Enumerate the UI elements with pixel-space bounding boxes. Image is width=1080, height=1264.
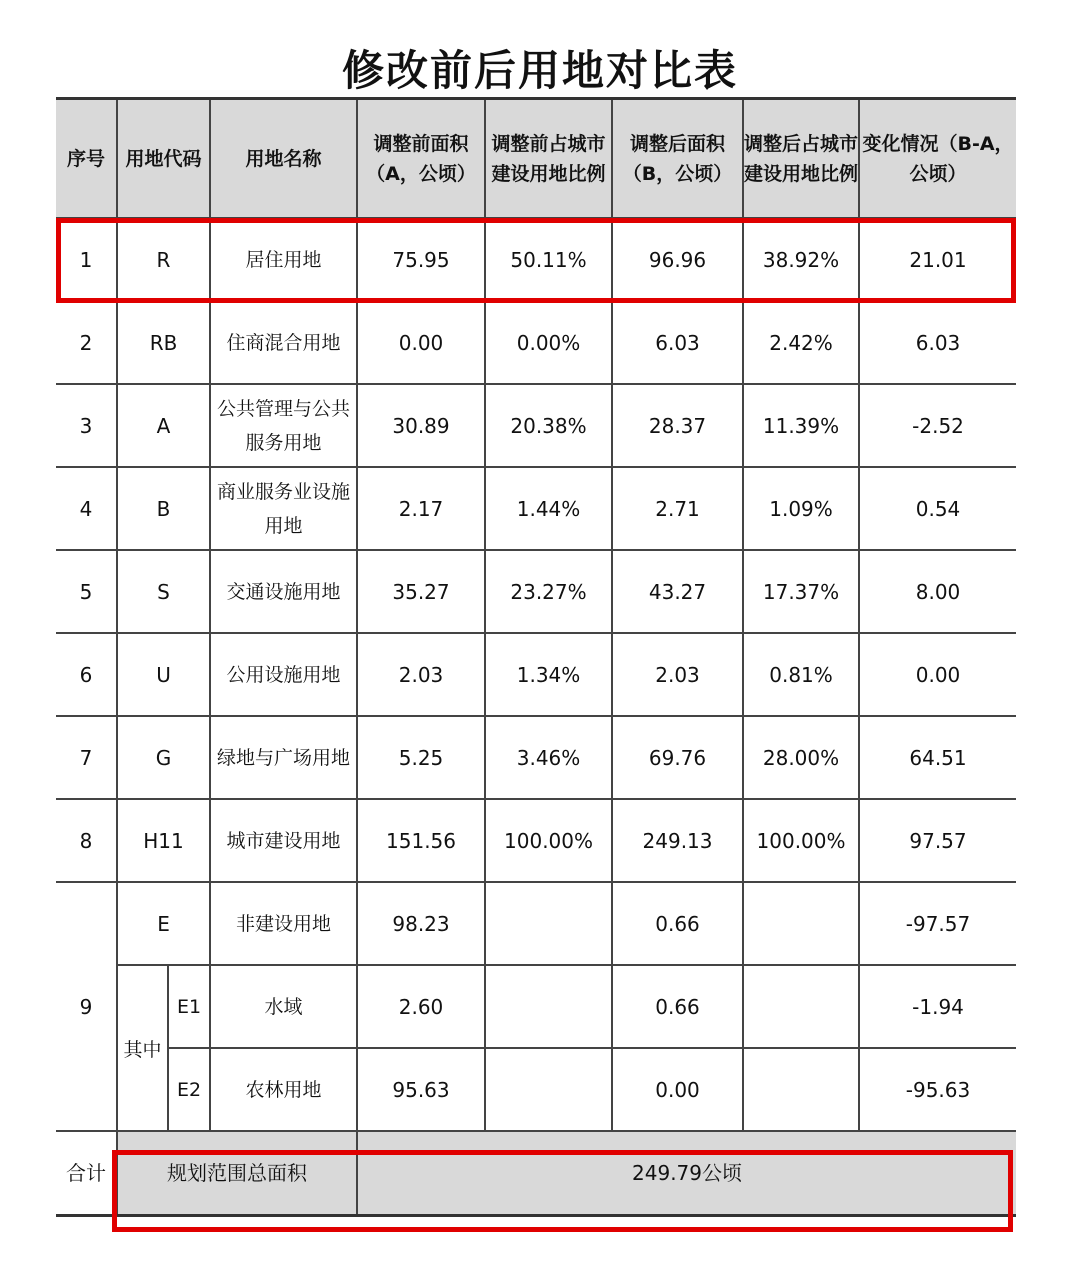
cell-ratio-before: 23.27% — [485, 550, 612, 633]
cell-change: -1.94 — [859, 965, 1016, 1048]
cell-sub-label: 其中 — [117, 965, 168, 1131]
cell-no: 2 — [56, 301, 117, 384]
cell-area-before: 95.63 — [357, 1048, 485, 1131]
cell-name: 水域 — [210, 965, 357, 1048]
cell-ratio-after: 11.39% — [743, 384, 859, 467]
cell-area-before: 98.23 — [357, 882, 485, 965]
cell-area-before: 75.95 — [357, 218, 485, 301]
total-description: 规划范围总面积 — [117, 1131, 357, 1216]
cell-name: 交通设施用地 — [210, 550, 357, 633]
cell-area-before: 35.27 — [357, 550, 485, 633]
cell-code: U — [117, 633, 210, 716]
cell-change: 0.00 — [859, 633, 1016, 716]
cell-code: B — [117, 467, 210, 550]
cell-ratio-after — [743, 882, 859, 965]
cell-ratio-after: 0.81% — [743, 633, 859, 716]
cell-ratio-before — [485, 1048, 612, 1131]
cell-name: 绿地与广场用地 — [210, 716, 357, 799]
cell-name: 非建设用地 — [210, 882, 357, 965]
cell-ratio-before — [485, 965, 612, 1048]
cell-code: G — [117, 716, 210, 799]
cell-area-after: 6.03 — [612, 301, 743, 384]
cell-area-after: 28.37 — [612, 384, 743, 467]
table-row — [56, 799, 1016, 882]
header-no: 序号 — [56, 99, 117, 219]
cell-no: 8 — [56, 799, 117, 882]
cell-name: 农林用地 — [210, 1048, 357, 1131]
cell-area-before: 151.56 — [357, 799, 485, 882]
cell-change: 6.03 — [859, 301, 1016, 384]
cell-no: 4 — [56, 467, 117, 550]
header-change: 变化情况（B-A，公顷） — [859, 99, 1016, 219]
header-row — [56, 99, 1016, 219]
cell-name: 公共管理与公共服务用地 — [210, 384, 357, 467]
cell-ratio-before: 0.00% — [485, 301, 612, 384]
cell-code: E1 — [168, 965, 210, 1048]
cell-area-after: 0.00 — [612, 1048, 743, 1131]
cell-no: 3 — [56, 384, 117, 467]
cell-area-after: 2.71 — [612, 467, 743, 550]
total-value: 249.79公顷 — [357, 1131, 1016, 1216]
cell-code: RB — [117, 301, 210, 384]
cell-area-after: 0.66 — [612, 882, 743, 965]
cell-name: 公用设施用地 — [210, 633, 357, 716]
cell-area-before: 0.00 — [357, 301, 485, 384]
cell-area-before: 2.17 — [357, 467, 485, 550]
table-row — [56, 882, 1016, 965]
cell-area-after: 0.66 — [612, 965, 743, 1048]
cell-no: 1 — [56, 218, 117, 301]
cell-change: 64.51 — [859, 716, 1016, 799]
cell-code: A — [117, 384, 210, 467]
table-row — [56, 550, 1016, 633]
table-row — [56, 384, 1016, 467]
table-row — [56, 301, 1016, 384]
cell-ratio-after: 28.00% — [743, 716, 859, 799]
cell-change: -97.57 — [859, 882, 1016, 965]
cell-name: 居住用地 — [210, 218, 357, 301]
total-label: 合计 — [56, 1131, 117, 1216]
cell-ratio-before: 1.34% — [485, 633, 612, 716]
cell-change: 21.01 — [859, 218, 1016, 301]
cell-name: 住商混合用地 — [210, 301, 357, 384]
cell-area-before: 5.25 — [357, 716, 485, 799]
header-name: 用地名称 — [210, 99, 357, 219]
cell-ratio-after — [743, 965, 859, 1048]
cell-code: S — [117, 550, 210, 633]
cell-change: 0.54 — [859, 467, 1016, 550]
cell-area-before: 30.89 — [357, 384, 485, 467]
cell-ratio-after — [743, 1048, 859, 1131]
cell-code: R — [117, 218, 210, 301]
cell-change: -2.52 — [859, 384, 1016, 467]
cell-change: -95.63 — [859, 1048, 1016, 1131]
cell-ratio-before: 100.00% — [485, 799, 612, 882]
cell-area-after: 96.96 — [612, 218, 743, 301]
table-title: 修改前后用地对比表 — [341, 46, 738, 95]
header-area-before: 调整前面积（A，公顷） — [357, 99, 485, 219]
cell-no: 9 — [56, 882, 117, 1131]
cell-code: E — [117, 882, 210, 965]
cell-name: 城市建设用地 — [210, 799, 357, 882]
cell-code: H11 — [117, 799, 210, 882]
header-ratio-after: 调整后占城市建设用地比例 — [743, 99, 859, 219]
cell-area-after: 69.76 — [612, 716, 743, 799]
table-row — [56, 218, 1016, 301]
cell-ratio-after: 1.09% — [743, 467, 859, 550]
cell-ratio-after: 38.92% — [743, 218, 859, 301]
cell-code: E2 — [168, 1048, 210, 1131]
cell-name: 商业服务业设施用地 — [210, 467, 357, 550]
cell-ratio-after: 100.00% — [743, 799, 859, 882]
header-ratio-before: 调整前占城市建设用地比例 — [485, 99, 612, 219]
table-row — [56, 1048, 1016, 1131]
cell-ratio-before: 3.46% — [485, 716, 612, 799]
cell-area-after: 249.13 — [612, 799, 743, 882]
land-use-comparison-table — [56, 97, 1016, 1217]
cell-area-before: 2.60 — [357, 965, 485, 1048]
table-row — [56, 633, 1016, 716]
cell-area-after: 43.27 — [612, 550, 743, 633]
cell-no: 7 — [56, 716, 117, 799]
cell-change: 97.57 — [859, 799, 1016, 882]
cell-ratio-after: 2.42% — [743, 301, 859, 384]
cell-ratio-before: 20.38% — [485, 384, 612, 467]
total-row — [56, 1131, 1016, 1216]
cell-ratio-after: 17.37% — [743, 550, 859, 633]
cell-no: 6 — [56, 633, 117, 716]
cell-ratio-before: 50.11% — [485, 218, 612, 301]
table-row — [56, 467, 1016, 550]
table-row — [56, 716, 1016, 799]
table-row — [56, 965, 1016, 1048]
header-code: 用地代码 — [117, 99, 210, 219]
cell-ratio-before — [485, 882, 612, 965]
cell-area-before: 2.03 — [357, 633, 485, 716]
cell-change: 8.00 — [859, 550, 1016, 633]
cell-ratio-before: 1.44% — [485, 467, 612, 550]
header-area-after: 调整后面积（B，公顷） — [612, 99, 743, 219]
cell-no: 5 — [56, 550, 117, 633]
cell-area-after: 2.03 — [612, 633, 743, 716]
